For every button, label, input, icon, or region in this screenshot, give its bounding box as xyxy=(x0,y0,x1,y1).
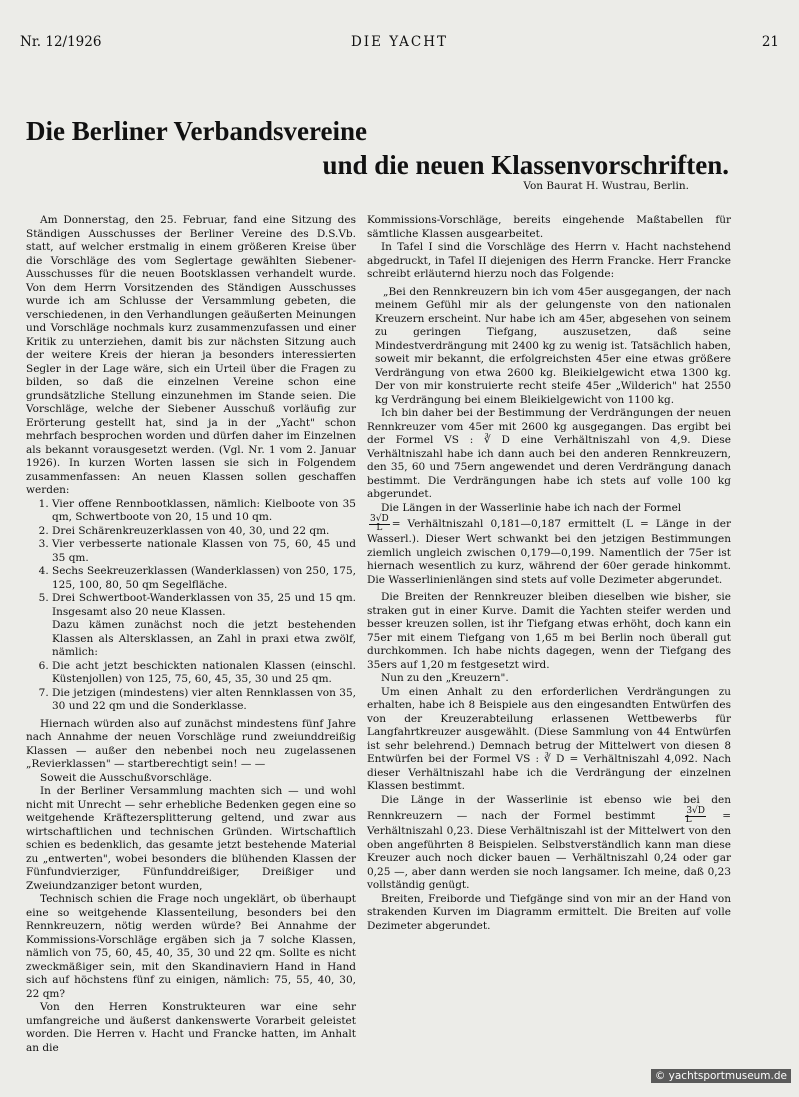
paragraph: Die Längen in der Wasserlinie habe ich nach der Formel xyxy=(381,501,682,514)
list-item: 2. Drei Schärenkreuzerklassen von 40, 30, und 22 qm. xyxy=(52,525,356,539)
paragraph: Ich bin daher bei der Bestimmung der Verdrängungen der neuen Rennkreuzer vom 45er mit 2600 kg ausgegangen. Das ergibt bei der Formel VS : ∛ D eine Verhältniszahl von 4,9. Diese Verhältniszahl habe ich dann auch bei den anderen Rennkreuzern, den 35, 60 und 75ern angewendet und deren Verdrängung danach bestimmt. Die Verdrängungen habe ich stets auf volle 100 kg abgerundet. xyxy=(367,407,731,500)
formula-denominator: L xyxy=(376,523,383,533)
magazine-name: DIE YACHT xyxy=(350,34,449,50)
article-title-line-2: und die neuen Klassenvorschriften. xyxy=(322,150,729,180)
text: Die Länge in der Wasserlinie ist ebenso wie bei den Rennkreuzern — nach der Formel bestimmt xyxy=(367,793,731,822)
article-title-line-1: Die Berliner Verbandsvereine xyxy=(26,116,367,146)
list-item: 3. Vier verbesserte nationale Klassen von 75, 60, 45 und 35 qm. xyxy=(52,538,356,565)
paragraph: Am Donnerstag, den 25. Februar, fand eine Sitzung des Ständigen Ausschusses der Berliner Vereine des D.S.Vb. statt, auf welcher erstmalig in einem größeren Kreise über die Vorschläge des vom Seglertage gewählten Siebener-Ausschusses für die neuen Bootsklassen verhandelt wurde. Von dem Herrn Vorsitzenden des Ständigen Ausschusses wurde ich am Schlusse der Versammlung gebeten, die verschiedenen, in den Verhandlungen geäußerten Meinungen und Vorschläge nochmals kurz zusammenzufassen und einer Kritik zu unterziehen, damit bis zur nächsten Sitzung auch der weitere Kreis der hieran ja besonders interessierten Segler in der Lage wäre, sich ein Urteil über die Fragen zu bilden, so daß die einzelnen Vereine schon eine grundsätzliche Stellung einzunehmen im Stande seien. Die Vorschläge, welche der Siebener Ausschuß vorläufig zur Erörterung gestellt hat, sind ja in der „Yacht" schon mehrfach besprochen worden und dürfen daher im Einzelnen als bekannt vorausgesetzt werden. (Vgl. Nr. 1 vom 2. Januar 1926). In kurzen Worten lassen sie sich in Folgendem zusammenfassen: An neuen Klassen sollen geschaffen werden: xyxy=(26,214,356,496)
paragraph: Um einen Anhalt zu den erforderlichen Verdrängungen zu erhalten, habe ich 8 Beispiele aus den eingesandten Entwürfen des von der Kreuzerabteilung erlassenen Wettbewerbs für Langfahrtkreuzer ausgewählt. (Diese Sammlung von 44 Entwürfen ist sehr belehrend.) Demnach betrug der Mittelwert von diesen 8 Entwürfen bei der Formel VS : ∛ D = Verhältniszahl 4,092. Nach dieser Verhältniszahl habe ich die Verdrängung der einzelnen Klassen bestimmt. xyxy=(367,685,732,792)
text: D eine Verhältniszahl von 4,9. Diese Verhältniszahl habe ich dann auch bei den anderen Rennkreuzern, den 35, 60 und 75ern angewendet und deren Verdrängung danach bestimmt. Die Verdrängungen habe ich stets auf volle 100 kg abgerundet. xyxy=(367,434,731,500)
formula-ratio xyxy=(671,807,706,825)
quote-paragraph: „Bei den Rennkreuzern bin ich vom 45er ausgegangen, der nach meinem Gefühl mir als der gelungenste von den nationalen Kreuzern erscheint. Nur habe ich am 45er, abgesehen von seinem zu geringen Tiefgang, auszusetzen, daß seine Mindestverdrängung mit 2400 kg zu wenig ist. Tatsächlich haben, soweit mir bekannt, die erfolgreichsten 45er eine etwas größere Verdrängung von etwa 2600 kg. Bleikielgewicht etwa 1300 kg. Der von mir konstruierte recht steife 45er „Wilderich" hat 2550 kg Verdrängung bei einem Bleikielgewicht von 1100 kg. xyxy=(375,285,731,406)
formula-numerator: 3√D xyxy=(686,806,706,816)
left-column xyxy=(26,214,356,1055)
text: Um einen Anhalt zu den erforderlichen Verdrängungen zu erhalten, habe ich 8 Beispiele aus den eingesandten Entwürfen des von der Kreuzerabteilung erlassenen Wettbewerbs für Langfahrtkreuzer ausgewählt. (Diese Sammlung von 44 Entwürfen ist sehr belehrend.) Demnach betrug der Mittelwert von diesen 8 Entwürfen bei der Formel VS : xyxy=(367,685,731,765)
paragraph: Dazu kämen zunächst noch die jetzt bestehenden Klassen als Altersklassen, an Zahl in praxi etwa zwölf, nämlich: xyxy=(52,619,356,658)
formula-ratio xyxy=(369,515,390,533)
right-column xyxy=(367,214,731,933)
running-header xyxy=(20,34,779,52)
paragraph: Hiernach würden also auf zunächst mindestens fünf Jahre nach Annahme der neuen Vorschläge rund zweiunddreißig Klassen — außer den nebenbei noch neu zugelassenen „Revierklassen" — startberechtigt sein! — — xyxy=(26,717,356,770)
list-item: 7. Die jetzigen (mindestens) vier alten Rennklassen von 35, 30 und 22 qm und die Sonderklasse. xyxy=(52,687,356,714)
paragraph: Von den Herren Konstrukteuren war eine sehr umfangreiche und äußerst dankenswerte Vorarbeit geleistet worden. Die Herren v. Hacht und Francke hatten, im Anhalt an die xyxy=(26,1001,356,1054)
paragraph: Soweit die Ausschußvorschläge. xyxy=(40,771,212,784)
paragraph: Nun zu den „Kreuzern". xyxy=(381,672,509,684)
paragraph: Technisch schien die Frage noch ungeklärt, ob überhaupt eine so weitgehende Klassenteilung, besonders bei den Rennkreuzern, nötig werden würde? Bei Annahme der Kommissions-Vorschläge ergäben sich ja 7 solche Klassen, nämlich von 75, 60, 45, 40, 35, 30 und 22 qm. Sollte es nicht zweckmäßiger sein, mit den Skandinaviern Hand in Hand sich auf höchstens fünf zu einigen, nämlich: 75, 55, 40, 30, 22 qm? xyxy=(26,893,356,1000)
paragraph: In der Berliner Versammlung machten sich — und wohl nicht mit Unrecht — sehr erhebliche Bedenken gegen eine so weitgehende Kräftezersplitterung geltend, und zwar aus wirtschaftlichen und technischen Gründen. Wirtschaftlich schien es bedenklich, das gesamte jetzt bestehende Material zu „entwerten", wobei besonders die blühenden Klassen der Fünfundvierziger, Fünfunddreißiger, Dreißiger und Zweiundzanziger betont wurden, xyxy=(26,785,356,892)
paragraph xyxy=(367,515,731,587)
paragraph: Kommissions-Vorschläge, bereits eingehende Maßtabellen für sämtliche Klassen ausgearbeitet. xyxy=(367,214,731,240)
old-classes-list xyxy=(26,660,356,714)
text: = Verhältniszahl 0,181—0,187 ermittelt (L = Länge in der Wasserl.). Dieser Wert schwankt bei den jetzigen Bestimmungen ziemlich ungleich zwischen 0,179—0,199. Namentlich der 75er ist hiernach wesentlich zu kurz, während der 60er gerade hinkommt. Die Wasserlinienlängen sind stets auf volle Dezimeter abgerundet. xyxy=(367,518,731,586)
text: = Verhältniszahl 0,23. Diese Verhältniszahl ist der Mittelwert von den oben angeführten 8 Beispielen. Selbstverständlich kann man diese Kreuzer auch noch dicker bauen — Verhältniszahl 0,24 oder gar 0,25 —, aber dann werden sie noch langsamer. Ich meine, daß 0,23 vollständig genügt. xyxy=(367,810,732,891)
paragraph: In Tafel I sind die Vorschläge des Herrn v. Hacht nachstehend abgedruckt, in Tafel II diejenigen des Herrn Francke. Herr Francke schreibt erläuternd hierzu noch das Folgende: xyxy=(367,241,731,280)
list-item: 6. Die acht jetzt beschickten nationalen Klassen (einschl. Küstenjollen) von 125, 75, 60, 45, 35, 30 und 25 qm. xyxy=(52,660,356,687)
formula-denominator: L xyxy=(685,815,692,825)
paragraph: Die Breiten der Rennkreuzer bleiben dieselben wie bisher, sie straken gut in einer Kurve. Damit die Yachten steifer werden und besser kreuzen sollen, ist ihr Tiefgang etwas erhöht, doch kann ein 75er mit einem Tiefgang von 1,65 m bei Berlin noch überall gut durchkommen. Ich habe nichts dagegen, wenn der Tiefgang des 35ers auf 1,20 m festgesetzt wird. xyxy=(367,591,731,671)
list-item: 1. Vier offene Rennbootklassen, nämlich: Kielboote von 35 qm, Schwertboote von 20, 15 und 10 qm. xyxy=(52,498,356,525)
formula-numerator: 3√D xyxy=(370,514,389,524)
watermark: © yachtsportmuseum.de xyxy=(651,1069,791,1083)
text: Ich bin daher bei der Bestimmung der Verdrängungen der neuen Rennkreuzer vom 45er mit 2600 kg ausgegangen. Das ergibt bei der Formel VS : xyxy=(367,407,731,446)
paragraph: Breiten, Freiborde und Tiefgänge sind von mir an der Hand von strakenden Kurven im Diagramm ermittelt. Die Breiten auf volle Dezimeter abgerundet. xyxy=(367,892,731,932)
list-item: 4. Sechs Seekreuzerklassen (Wanderklassen) von 250, 175, 125, 100, 80, 50 qm Segelfläche. xyxy=(52,565,356,592)
text: D = Verhältniszahl 4,092. Nach dieser Verhältniszahl habe ich die Verdrängung der einzelnen Klassen bestimmt. xyxy=(367,753,732,792)
page-number: 21 xyxy=(761,34,779,50)
byline: Von Baurat H. Wustrau, Berlin. xyxy=(523,180,689,192)
issue-number: Nr. 12/1926 xyxy=(20,34,102,50)
paragraph xyxy=(367,794,731,893)
list-item: 5. Drei Schwertboot-Wanderklassen von 35, 25 und 15 qm. Insgesamt also 20 neue Klassen. xyxy=(52,592,356,619)
new-classes-list xyxy=(26,498,356,620)
